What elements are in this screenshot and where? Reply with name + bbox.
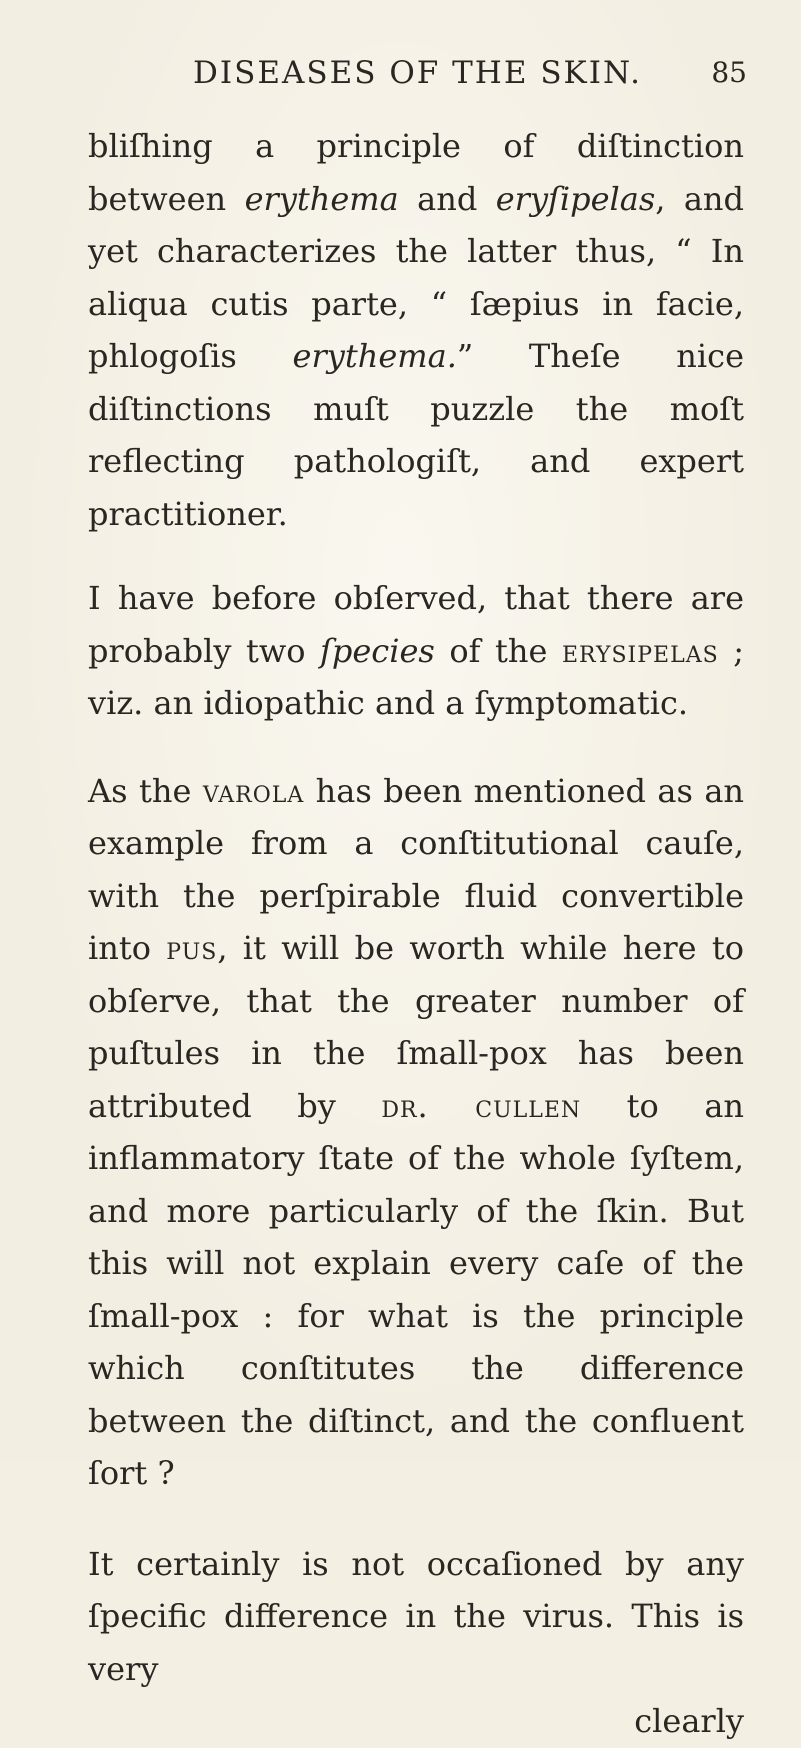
text-run: has been mentioned as an example from a conſtitutional cauſe, with the perſpirable fluid convertible into [88, 771, 745, 967]
text-run: and [398, 179, 496, 218]
text-run: , and yet characterizes the latter thus, “ In aliqua cutis parte, “ ſæpius in facie, phlogoſis [88, 179, 745, 375]
text-run: to an inflammatory ſtate of the whole ſyſtem, and more particularly of the ſkin. But this will not explain every caſe of the ſmall-pox : for what is the principle which conſtitutes the difference between the diſtinct, and the confluent ſort ? [88, 1086, 745, 1492]
running-title: DISEASES OF THE SKIN. [193, 55, 642, 91]
text-run-italic: ſpecies [320, 631, 435, 670]
paragraph-1 [88, 120, 744, 540]
page-number: 85 [711, 56, 747, 89]
paragraph-4 [88, 1538, 744, 1696]
catchword: clearly [634, 1702, 744, 1740]
text-run: ” Theſe nice diſtinctions muſt puzzle the moſt reflecting pathologiſt, and expert practitioner. [88, 337, 744, 533]
paragraph-2 [88, 572, 744, 730]
text-run: bliſhing a principle of diſtinction between [88, 127, 744, 218]
running-head [88, 48, 747, 98]
text-run-smallcaps: dr. cullen [381, 1086, 582, 1125]
text-run: I have before obſerved, that there are probably two [88, 579, 744, 670]
text-run-italic: eryſipelas [495, 179, 656, 218]
text-run: ; viz. an idiopathic and a ſymptomatic. [88, 631, 745, 722]
text-run-italic: erythema [244, 179, 399, 218]
text-run-smallcaps: erysipelas [562, 631, 719, 670]
paragraph-3 [88, 765, 744, 1500]
page-body [88, 120, 744, 1748]
text-run: As the [88, 771, 203, 810]
text-run-italic: erythema. [292, 337, 457, 375]
text-run: , it will be worth while here to obſerve, that the greater number of puſtules in the ſmall-pox has been attributed by [88, 929, 745, 1125]
text-run-smallcaps: varola [202, 771, 305, 810]
text-run: It certainly is not occaſioned by any ſpecific difference in the virus. This is very [88, 1544, 744, 1688]
text-run-smallcaps: pus [166, 929, 218, 967]
text-run: of the [434, 631, 562, 670]
